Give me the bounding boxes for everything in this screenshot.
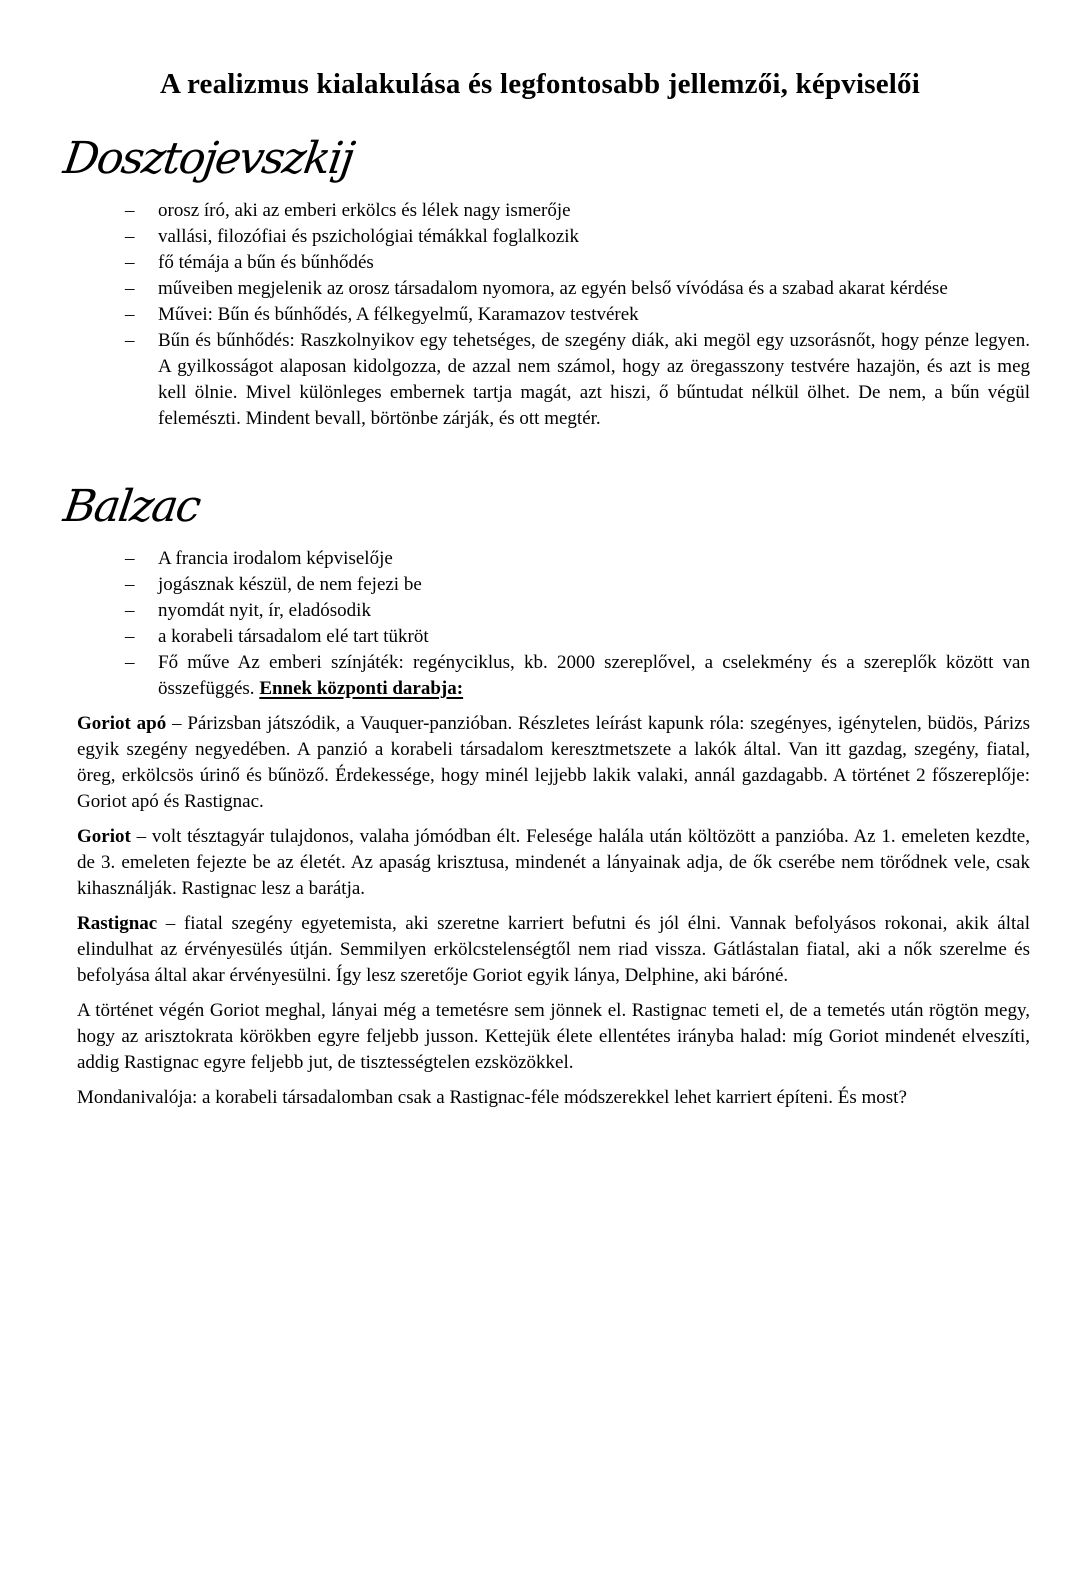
list-item (77, 276, 1030, 302)
balzac-bullet-list (77, 546, 1030, 702)
paragraph-lead: Rastignac (77, 913, 158, 934)
paragraph-lead: Goriot apó (77, 713, 167, 734)
body-paragraphs (77, 711, 1030, 1111)
section-heading-balzac (60, 478, 1080, 536)
paragraph-body: A történet végén Goriot meghal, lányai még a temetésre sem jönnek el. Rastignac temeti el, de a temetés után rögtön megy, hogy az arisztokrata körökben egyre feljebb jusson. Kettejük élete ellentétes irányba halad: míg Goriot mindenét elveszíti, addig Rastignac egyre feljebb jut, de tisztességtelen ezsközökkel. (77, 1000, 1030, 1073)
list-item (77, 572, 1030, 598)
document-page (0, 66, 1080, 1593)
bullet-dash: – (125, 252, 135, 273)
paragraph-body: Mondanivalója: a korabeli társadalomban csak a Rastignac-féle módszerekkel lehet karriert építeni. És most? (77, 1087, 907, 1108)
bullet-dash: – (125, 226, 135, 247)
list-item (77, 198, 1030, 224)
paragraph-message (77, 1085, 1030, 1111)
paragraph-body: – fiatal szegény egyetemista, aki szeretne karriert befutni és jól élni. Vannak befolyásos rokonai, akik által elindulhat az érvényesülés útján. Semmilyen erkölcstelenségtől nem riad vissza. Gátlástalan fiatal, aki a nők szerelme és befolyása által akar érvényesülni. Így lesz szeretője Goriot egyik lánya, Delphine, aki báróné. (77, 913, 1030, 986)
bullet-text: Művei: Bűn és bűnhődés, A félkegyelmű, Karamazov testvérek (158, 304, 639, 325)
paragraph-lead: Goriot (77, 826, 131, 847)
paragraph-goriot (77, 824, 1030, 902)
bullet-text: orosz író, aki az emberi erkölcs és lélek nagy ismerője (158, 200, 571, 221)
bullet-text: A francia irodalom képviselője (158, 548, 393, 569)
bullet-dash: – (125, 200, 135, 221)
list-item (77, 250, 1030, 276)
bullet-text: vallási, filozófiai és pszichológiai témákkal foglalkozik (158, 226, 580, 247)
bullet-dash: – (125, 278, 135, 299)
section-heading-text: Balzac (60, 481, 203, 532)
bullet-text: Bűn és bűnhődés: Raszkolnyikov egy tehetséges, de szegény diák, aki megöl egy uzsorásnőt, hogy pénze legyen. A gyilkosságot alaposan kidolgozza, de azzal nem számol, hogy az öregasszony testvére hazajön, és azt is meg kell ölnie. Mivel különleges embernek tartja magát, azt hiszi, ő bűntudat nélkül ölhet. De nem, a bűn végül felemészti. Mindent bevall, börtönbe zárják, és ott megtér. (158, 330, 1030, 429)
list-item (77, 328, 1030, 432)
section-heading-text: Dosztojevszkij (60, 133, 357, 184)
bullet-text (158, 650, 1030, 702)
bullet-dash: – (125, 304, 135, 325)
bullet-text: a korabeli társadalom elé tart tükröt (158, 626, 429, 647)
bullet-text-plain: Fő műve Az emberi színjáték: regényciklus, kb. 2000 szereplővel, a cselekmény és a szereplők között van összefüggés. (158, 652, 1030, 699)
bullet-text: műveiben megjelenik az orosz társadalom nyomora, az egyén belső vívódása és a szabad akarat kérdése (158, 278, 948, 299)
emphasized-phrase: Ennek központi darabja: (259, 678, 464, 699)
list-item (77, 224, 1030, 250)
bullet-dash: – (125, 330, 135, 351)
paragraph-story-end (77, 998, 1030, 1076)
bullet-text: jogásznak készül, de nem fejezi be (158, 574, 422, 595)
paragraph-body: – volt tésztagyár tulajdonos, valaha jómódban élt. Felesége halála után költözött a panzióba. Az 1. emeleten kezdte, de 3. emeleten fejezte be az életét. Az apaság krisztusa, mindenét a lányainak adja, de ők cserébe nem törődnek vele, csak kihasználják. Rastignac lesz a barátja. (77, 826, 1030, 899)
list-item (77, 302, 1030, 328)
bullet-dash: – (125, 548, 135, 569)
paragraph-goriot-apo (77, 711, 1030, 815)
list-item (77, 546, 1030, 572)
paragraph-rastignac (77, 911, 1030, 989)
list-item (77, 624, 1030, 650)
bullet-dash: – (125, 652, 135, 673)
page-title: A realizmus kialakulása és legfontosabb jellemzői, képviselői (159, 68, 921, 100)
bullet-text: nyomdát nyit, ír, eladósodik (158, 600, 371, 621)
bullet-dash: – (125, 626, 135, 647)
dosztojevszkij-bullet-list (77, 198, 1030, 432)
list-item (77, 598, 1030, 624)
paragraph-body: – Párizsban játszódik, a Vauquer-panzióban. Részletes leírást kapunk róla: szegényes, igénytelen, büdös, Párizs egyik szegény negyedében. A panzió a korabeli társadalom keresztmetszete a lakók által. Van itt gazdag, szegény, fiatal, öreg, erkölcsös úrinő és bűnöző. Érdekessége, hogy minél lejjebb lakik valaki, annál gazdagabb. A történet 2 főszereplője: Goriot apó és Rastignac. (77, 713, 1031, 812)
section-heading-dosztojevszkij (60, 130, 1080, 188)
list-item (77, 650, 1030, 702)
bullet-dash: – (125, 600, 135, 621)
bullet-dash: – (125, 574, 135, 595)
bullet-text: fő témája a bűn és bűnhődés (158, 252, 374, 273)
